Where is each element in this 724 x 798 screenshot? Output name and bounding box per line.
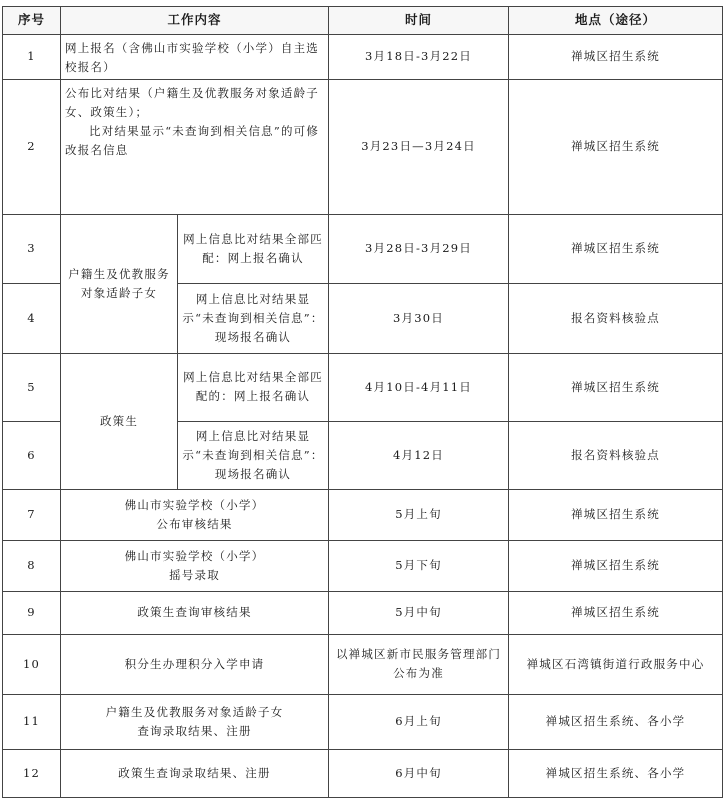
row-content-part-a: 佛山市实验学校（小学）: [124, 548, 265, 563]
row-content-part-b: 公布审核结果: [156, 516, 233, 531]
row-time: 5月上旬: [329, 489, 509, 540]
row-seq: 11: [3, 694, 61, 749]
row-seq: 9: [3, 591, 61, 634]
row-place: 禅城区招生系统、各小学: [509, 749, 723, 797]
row-place: 报名资料核验点: [509, 421, 723, 489]
table-row: [3, 214, 723, 283]
row-subcontent: 网上信息比对结果全部匹配的：网上报名确认: [178, 353, 329, 421]
row-place: 禅城区招生系统、各小学: [509, 694, 723, 749]
row-place: 禅城区招生系统: [509, 540, 723, 591]
table-row: [3, 591, 723, 634]
row-place: 禅城区招生系统: [509, 35, 723, 80]
row-seq: 5: [3, 353, 61, 421]
row-seq: 4: [3, 283, 61, 353]
header-place: 地点（途径）: [509, 7, 723, 35]
row-content-part-b: 比对结果显示“未查询到相关信息”的可修改报名信息: [65, 123, 320, 157]
table-row: [3, 35, 723, 80]
table-row: [3, 79, 723, 214]
row-time: 6月中旬: [329, 749, 509, 797]
row-content: [61, 489, 329, 540]
row-time: 4月12日: [329, 421, 509, 489]
group-label-zhengce: 政策生: [61, 353, 178, 489]
row-place: 禅城区招生系统: [509, 591, 723, 634]
table-row: [3, 634, 723, 694]
row-seq: 2: [3, 79, 61, 214]
row-place: 报名资料核验点: [509, 283, 723, 353]
enrollment-schedule-table: [2, 6, 723, 798]
row-time: 6月上旬: [329, 694, 509, 749]
row-content-part-a: 户籍生及优教服务对象适龄子女: [105, 704, 284, 719]
header-content: 工作内容: [61, 7, 329, 35]
table-row: [3, 353, 723, 421]
row-content-part-a: 公布比对结果（户籍生及优教服务对象适龄子女、政策生）；: [65, 85, 319, 119]
row-seq: 3: [3, 214, 61, 283]
row-content-part-b: 摇号录取: [169, 567, 220, 582]
header-time: 时间: [329, 7, 509, 35]
row-subcontent: 网上信息比对结果显示“未查询到相关信息”：现场报名确认: [178, 421, 329, 489]
row-time: 以禅城区新市民服务管理部门公布为准: [329, 634, 509, 694]
row-content: [61, 79, 329, 214]
row-content: [61, 540, 329, 591]
row-time: 5月中旬: [329, 591, 509, 634]
group-label-huji: 户籍生及优教服务对象适龄子女: [61, 214, 178, 353]
row-time: 3月18日-3月22日: [329, 35, 509, 80]
header-seq: 序号: [3, 7, 61, 35]
table-row: [3, 694, 723, 749]
row-subcontent: 网上信息比对结果显示“未查询到相关信息”：现场报名确认: [178, 283, 329, 353]
row-seq: 10: [3, 634, 61, 694]
header-row: [3, 7, 723, 35]
row-time: 3月23日—3月24日: [329, 79, 509, 214]
row-place: 禅城区招生系统: [509, 353, 723, 421]
row-time: 3月28日-3月29日: [329, 214, 509, 283]
row-content: [61, 694, 329, 749]
row-place: 禅城区招生系统: [509, 489, 723, 540]
row-time: 3月30日: [329, 283, 509, 353]
table-row: [3, 489, 723, 540]
row-seq: 6: [3, 421, 61, 489]
row-content: 政策生查询审核结果: [61, 591, 329, 634]
row-place: 禅城区招生系统: [509, 214, 723, 283]
row-content: 网上报名（含佛山市实验学校（小学）自主选校报名）: [61, 35, 329, 80]
row-content-part-b: 查询录取结果、注册: [137, 723, 252, 738]
row-content: 积分生办理积分入学申请: [61, 634, 329, 694]
row-seq: 1: [3, 35, 61, 80]
row-subcontent: 网上信息比对结果全部匹配：网上报名确认: [178, 214, 329, 283]
row-seq: 8: [3, 540, 61, 591]
table-row: [3, 749, 723, 797]
row-seq: 12: [3, 749, 61, 797]
row-content: 政策生查询录取结果、注册: [61, 749, 329, 797]
table-row: [3, 540, 723, 591]
row-content-part-a: 佛山市实验学校（小学）: [124, 497, 265, 512]
row-place: 禅城区石湾镇街道行政服务中心: [509, 634, 723, 694]
row-time: 4月10日-4月11日: [329, 353, 509, 421]
row-seq: 7: [3, 489, 61, 540]
row-time: 5月下旬: [329, 540, 509, 591]
row-place: 禅城区招生系统: [509, 79, 723, 214]
